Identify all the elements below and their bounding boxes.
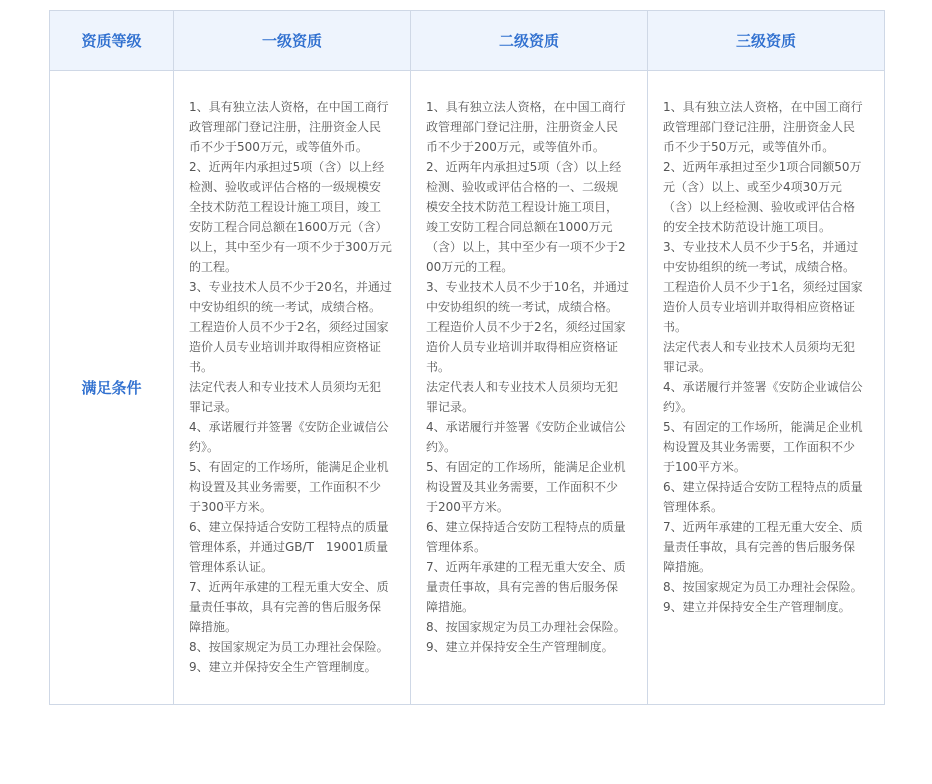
condition-line: 1、具有独立法人资格，在中国工商行政管理部门登记注册，注册资金人民币不少于200万元，或等值外币。 (426, 100, 626, 154)
condition-line: 1、具有独立法人资格，在中国工商行政管理部门登记注册，注册资金人民币不少于500万元，或等值外币。 (189, 100, 389, 154)
condition-line: 3、专业技术人员不少于20名，并通过中安协组织的统一考试，成绩合格。 (189, 280, 392, 314)
condition-line: 2、近两年承担过至少1项合同额50万元（含）以上、或至少4项30万元（含）以上经检测、验收或评估合格的安全技术防范设计施工项目。 (663, 160, 862, 234)
header-level-3: 三级资质 (648, 11, 885, 71)
condition-line: 法定代表人和专业技术人员须均无犯罪记录。 (189, 380, 382, 414)
condition-line: 3、专业技术人员不少于10名，并通过中安协组织的统一考试，成绩合格。 (426, 280, 629, 314)
condition-line: 2、近两年内承担过5项（含）以上经检测、验收或评估合格的一、二级规模安全技术防范工程设计施工项目，竣工安防工程合同总额在1000万元（含）以上，其中至少有一项不少于200万元的工程。 (426, 160, 626, 274)
condition-line: 4、承诺履行并签署《安防企业诚信公约》。 (189, 420, 389, 454)
condition-line: 5、有固定的工作场所，能满足企业机构设置及其业务需要，工作面积不少于200平方米。 (426, 460, 626, 514)
qualification-table (49, 10, 885, 705)
conditions-row (50, 71, 885, 705)
condition-line: 工程造价人员不少于1名，须经过国家造价人员专业培训并取得相应资格证书。 (663, 280, 863, 334)
condition-line: 7、近两年承建的工程无重大安全、质量责任事故，具有完善的售后服务保障措施。 (426, 560, 626, 614)
condition-line: 9、建立并保持安全生产管理制度。 (189, 660, 377, 674)
condition-line: 法定代表人和专业技术人员须均无犯罪记录。 (663, 340, 856, 374)
condition-line: 法定代表人和专业技术人员须均无犯罪记录。 (426, 380, 619, 414)
header-level-2: 二级资质 (411, 11, 648, 71)
condition-line: 2、近两年内承担过5项（含）以上经检测、验收或评估合格的一级规模安全技术防范工程设计施工项目，竣工安防工程合同总额在1600万元（含）以上，其中至少有一项不少于300万元的工程。 (189, 160, 392, 274)
condition-line: 4、承诺履行并签署《安防企业诚信公约》。 (663, 380, 863, 414)
level-1-conditions (174, 71, 411, 705)
condition-line: 7、近两年承建的工程无重大安全、质量责任事故，具有完善的售后服务保障措施。 (189, 580, 389, 634)
condition-line: 5、有固定的工作场所，能满足企业机构设置及其业务需要，工作面积不少于100平方米。 (663, 420, 863, 474)
table-header-row (50, 11, 885, 71)
condition-line: 6、建立保持适合安防工程特点的质量管理体系。 (663, 480, 863, 514)
condition-line: 8、按国家规定为员工办理社会保险。 (426, 620, 626, 634)
condition-line: 4、承诺履行并签署《安防企业诚信公约》。 (426, 420, 626, 454)
row-label-conditions: 满足条件 (50, 71, 174, 705)
condition-line: 3、专业技术人员不少于5名，并通过中安协组织的统一考试，成绩合格。 (663, 240, 859, 274)
condition-line: 7、近两年承建的工程无重大安全、质量责任事故，具有完善的售后服务保障措施。 (663, 520, 863, 574)
condition-line: 6、建立保持适合安防工程特点的质量管理体系。 (426, 520, 626, 554)
condition-line: 9、建立并保持安全生产管理制度。 (663, 600, 851, 614)
condition-line: 工程造价人员不少于2名，须经过国家造价人员专业培训并取得相应资格证书。 (426, 320, 626, 374)
header-level-1: 一级资质 (174, 11, 411, 71)
condition-line: 5、有固定的工作场所，能满足企业机构设置及其业务需要，工作面积不少于300平方米。 (189, 460, 389, 514)
level-2-conditions (411, 71, 648, 705)
level-3-conditions (648, 71, 885, 705)
condition-line: 6、建立保持适合安防工程特点的质量管理体系，并通过GB/T 19001质量管理体系认证。 (189, 520, 389, 574)
condition-line: 工程造价人员不少于2名，须经过国家造价人员专业培训并取得相应资格证书。 (189, 320, 389, 374)
condition-line: 1、具有独立法人资格，在中国工商行政管理部门登记注册，注册资金人民币不少于50万元，或等值外币。 (663, 100, 863, 154)
condition-line: 9、建立并保持安全生产管理制度。 (426, 640, 614, 654)
condition-line: 8、按国家规定为员工办理社会保险。 (189, 640, 389, 654)
header-qualification-level: 资质等级 (50, 11, 174, 71)
condition-line: 8、按国家规定为员工办理社会保险。 (663, 580, 863, 594)
